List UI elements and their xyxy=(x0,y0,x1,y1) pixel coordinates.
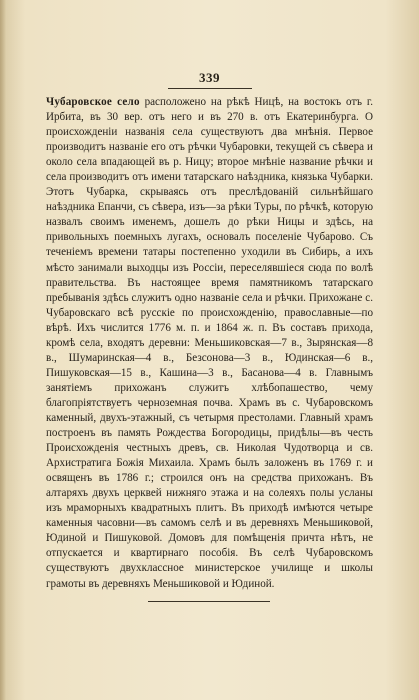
page-number: 339 xyxy=(199,70,220,85)
article-lead-term: Чубаровское село xyxy=(46,96,140,108)
page-number-rule xyxy=(168,88,252,89)
page-edge-stain xyxy=(0,0,6,700)
closing-rule xyxy=(148,601,270,602)
article-body: расположено на рѣкѣ Ницѣ, на востокъ отъ г. Ирбита, въ 30 вер. отъ него и въ 270 в. отъ Екатеринбурга. О происхожденіи названія села существуютъ два мнѣнія. Первое производитъ названіе его отъ рѣчки Чубаровки, текущей съ сѣвера и около села впадающей въ р. Ницу; второе мнѣніе название рѣчки и села производитъ отъ имени татарскаго наѣздника, князька Чубарки. Этотъ Чубарка, скрываясь отъ преслѣдованій сильнѣйшаго наѣздника Епанчи, съ сѣвера, изъ—за рѣки Туры, по рѣчкѣ, которую назвалъ своимъ именемъ, дошелъ до рѣки Ницы и здѣсь, на привольныхъ поемныхъ лугахъ, основалъ поселеніе Чубарово. Съ теченіемъ времени татары постепенно уходили въ Сибирь, а ихъ мѣсто занимали выходцы изъ Россіи, переселявшіеся сюда по волѣ правительства. Въ настоящее время памятникомъ татарскаго пребыванія здѣсь служитъ одно названіе села и рѣчки. Прихожане с. Чубаровскаго всѣ русскіе по происхожденію, православные—по вѣрѣ. Ихъ числится 1776 м. п. и 1864 ж. п. Въ составъ прихода, кромѣ села, входятъ деревни: Меньшиковская—7 в., Зырянская—8 в., Шумаринская—4 в., Безсонова—3 в., Юдинская—6 в., Пишуковская—15 в., Кашина—3 в., Басанова—4 в. Главнымъ занятіемъ прихожанъ служитъ хлѣбопашество, чему благопріятствуетъ черноземная почва. Храмъ въ с. Чубаровскомъ каменный, двухъ-этажный, съ четырмя престолами. Главный храмъ построенъ въ память Рождества Богородицы, придѣлы—въ честь Происхожденія честныхъ древъ, св. Николая Чудотворца и св. Архистратига Божія Михаила. Храмъ былъ заложенъ въ 1769 г. и освященъ въ 1786 г.; строился онъ на средства прихожанъ. Въ алтаряхъ двухъ церквей нижняго этажа и на солеяхъ полы усланы изъ мраморныхъ квадратныхъ плитъ. Въ приходѣ имѣются четыре каменныя часовни—въ самомъ селѣ и въ деревняхъ Меньшиковой, Юдиной и Пишуковой. Домовъ для помѣщенія причта нѣтъ, не отпускается и квартирнаго пособія. Въ селѣ Чубаровскомъ существуютъ двухклассное министерское училище и школы грамоты въ деревняхъ Меньшиковой и Юдиной. xyxy=(46,96,373,590)
article-paragraph xyxy=(46,95,373,592)
